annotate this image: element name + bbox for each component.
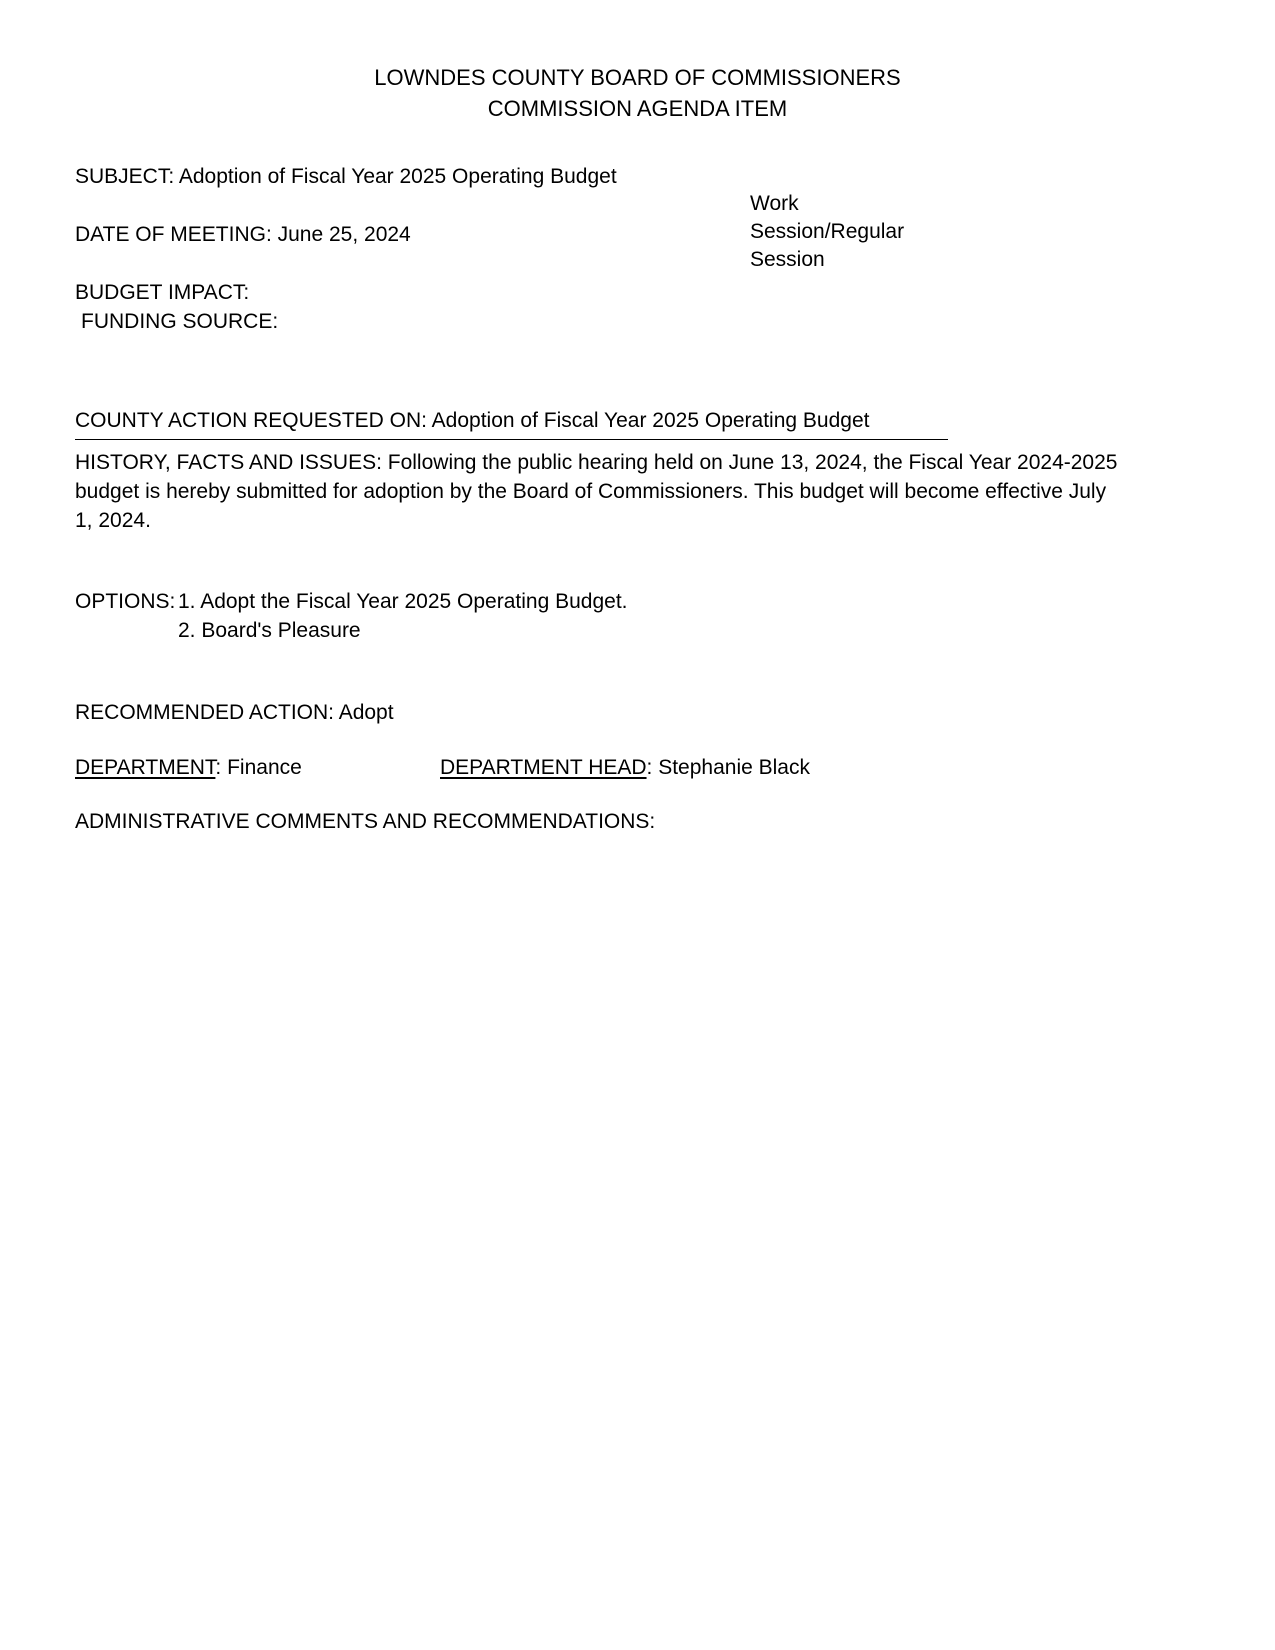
department-head-part (440, 753, 810, 782)
session-type: Work Session/Regular Session (750, 192, 905, 271)
department-head-label: DEPARTMENT HEAD (440, 756, 647, 779)
spacer (75, 377, 1200, 406)
department-head-value: : Stephanie Black (646, 756, 810, 779)
options-label: OPTIONS: (75, 590, 176, 613)
county-action-line: COUNTY ACTION REQUESTED ON: Adoption of Fiscal Year 2025 Operating Budget (75, 406, 948, 440)
department-row (75, 753, 1200, 782)
document-title (75, 62, 1200, 124)
budget-impact-line: BUDGET IMPACT: (75, 281, 250, 304)
history-facts-issues: HISTORY, FACTS AND ISSUES: Following the public hearing held on June 13, 2024, the Fiscal Year 2024-2025 budget is hereby submitted for adoption by the Board of Commissioners. This budget will become effective July 1, 2024. (75, 451, 1118, 532)
recommended-action-line: RECOMMENDED ACTION: Adopt (75, 701, 394, 724)
option-2: 2. Board's Pleasure (178, 619, 361, 642)
spacer (75, 191, 1200, 220)
department-label: DEPARTMENT (75, 756, 216, 779)
department-value: : Finance (215, 756, 302, 779)
subject-line: SUBJECT: Adoption of Fiscal Year 2025 Operating Budget (75, 165, 617, 188)
spacer (75, 249, 1200, 278)
department-part (75, 756, 302, 779)
title-line-2: COMMISSION AGENDA ITEM (487, 96, 788, 121)
title-line-1: LOWNDES COUNTY BOARD OF COMMISSIONERS (374, 65, 901, 90)
options-row (75, 587, 1200, 616)
date-of-meeting-line: DATE OF MEETING: June 25, 2024 (75, 223, 411, 246)
administrative-comments-line: ADMINISTRATIVE COMMENTS AND RECOMMENDATIONS: (75, 810, 656, 833)
funding-source-line: FUNDING SOURCE: (81, 310, 279, 333)
option-1: 1. Adopt the Fiscal Year 2025 Operating Budget. (178, 590, 628, 613)
meta-block (75, 162, 1200, 377)
